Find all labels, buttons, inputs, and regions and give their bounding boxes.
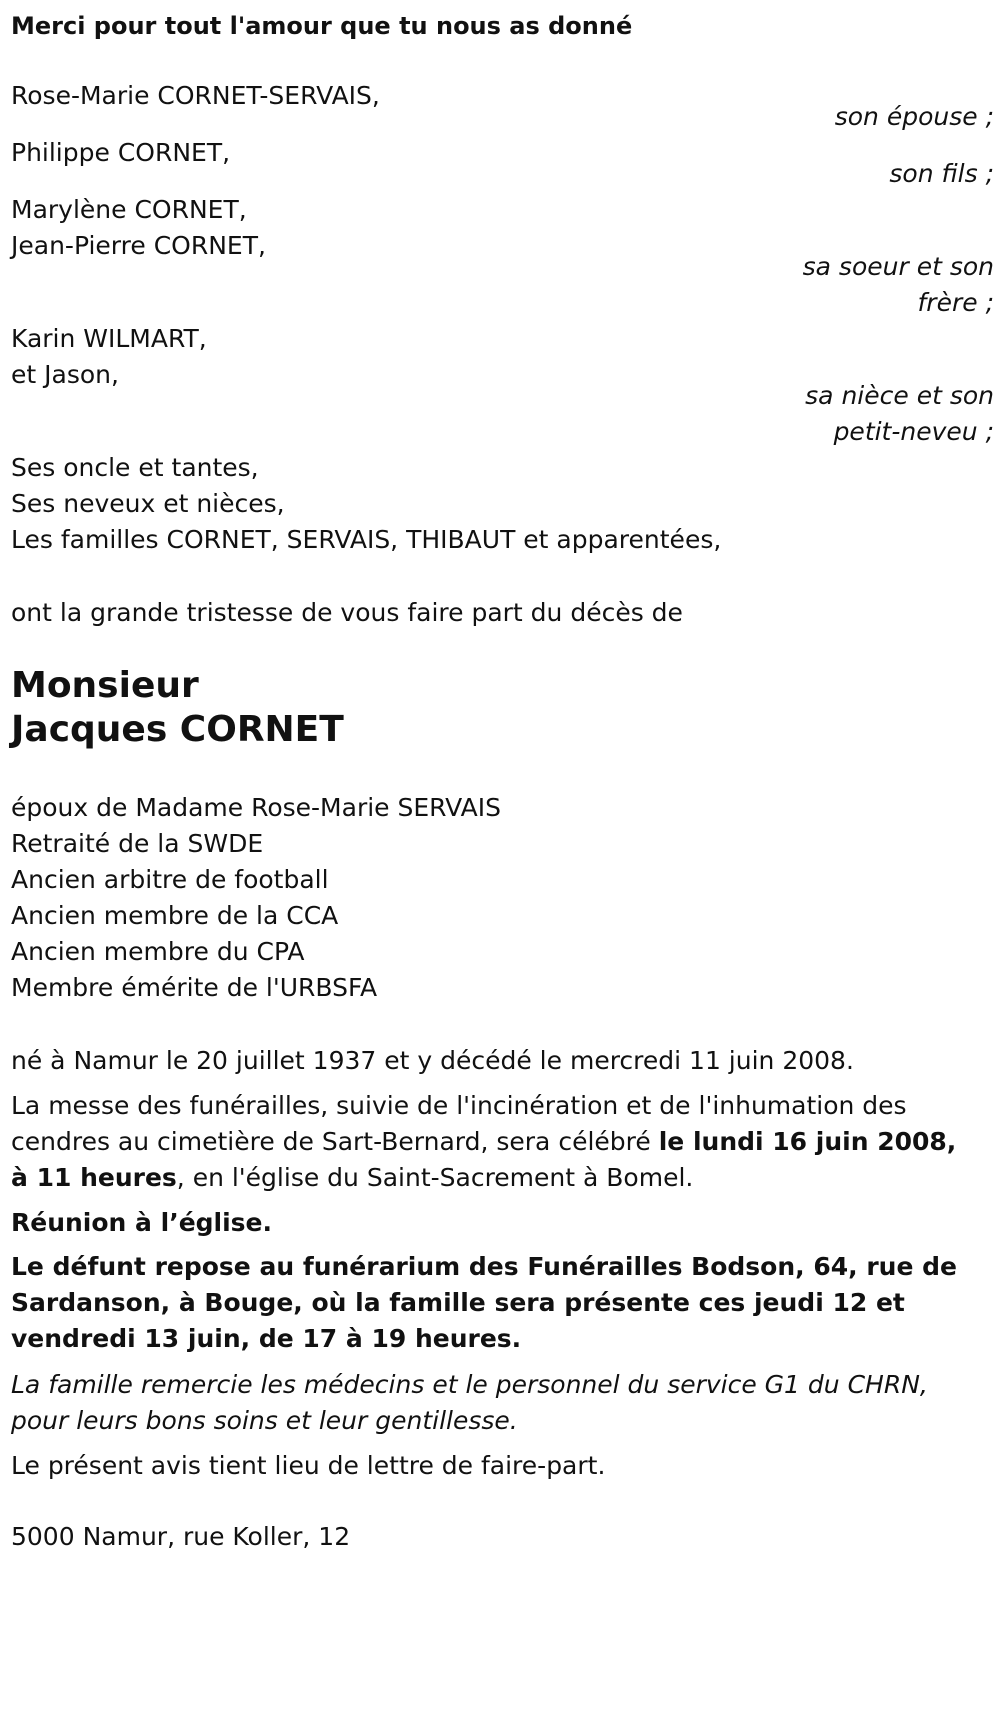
deceased-detail: Retraité de la SWDE — [11, 829, 264, 858]
family-line: Ses oncle et tantes, — [11, 453, 259, 482]
repose-line: Le défunt repose au funérarium des Funérailles Bodson, 64, rue de — [11, 1252, 957, 1281]
funeral-text: cendres au cimetière de Sart-Bernard, sera célébré — [11, 1127, 659, 1156]
funeral-line-1: La messe des funérailles, suivie de l'incinération et de l'inhumation des — [11, 1091, 907, 1120]
thanks-line: La famille remercie les médecins et le personnel du service G1 du CHRN, — [11, 1370, 928, 1399]
nephew-name: et Jason, — [11, 360, 119, 389]
siblings-role-line1: sa soeur et son — [802, 252, 994, 281]
deceased-detail: époux de Madame Rose-Marie SERVAIS — [11, 793, 502, 822]
niece-role-line2: petit-neveu ; — [833, 417, 994, 446]
deceased-name: Jacques CORNET — [11, 709, 344, 750]
family-line: Les familles CORNET, SERVAIS, THIBAUT et apparentées, — [11, 525, 722, 554]
notice-line: Le présent avis tient lieu de lettre de faire-part. — [11, 1451, 606, 1480]
deceased-detail: Ancien membre de la CCA — [11, 901, 339, 930]
son-role: son fils ; — [889, 159, 994, 188]
siblings-role-line2: frère ; — [917, 288, 994, 317]
niece-role-line1: sa nièce et son — [805, 381, 994, 410]
brother-name: Jean-Pierre CORNET, — [11, 231, 266, 260]
repose-line: vendredi 13 juin, de 17 à 19 heures. — [11, 1324, 522, 1353]
funeral-line-3 — [11, 1160, 693, 1196]
son-name: Philippe CORNET, — [11, 138, 231, 167]
thanks-line: pour leurs bons soins et leur gentillesse. — [11, 1406, 518, 1435]
repose-line: Sardanson, à Bouge, où la famille sera présente ces jeudi 12 et — [11, 1288, 905, 1317]
birth-death-line: né à Namur le 20 juillet 1937 et y décédé le mercredi 11 juin 2008. — [11, 1046, 854, 1075]
deceased-detail: Ancien membre du CPA — [11, 937, 305, 966]
funeral-line-2 — [11, 1124, 956, 1160]
announcement: ont la grande tristesse de vous faire part du décès de — [11, 598, 683, 627]
reunion-note: Réunion à l’église. — [11, 1208, 273, 1237]
funeral-time: à 11 heures — [11, 1163, 177, 1192]
niece-name: Karin WILMART, — [11, 324, 207, 353]
sister-name: Marylène CORNET, — [11, 195, 247, 224]
funeral-date: le lundi 16 juin 2008, — [658, 1127, 957, 1156]
deceased-honorific: Monsieur — [11, 665, 199, 706]
page-title: Merci pour tout l'amour que tu nous as donné — [11, 12, 633, 40]
family-line: Ses neveux et nièces, — [11, 489, 285, 518]
funeral-place: , en l'église du Saint-Sacrement à Bomel. — [176, 1163, 694, 1192]
spouse-name: Rose-Marie CORNET-SERVAIS, — [11, 81, 380, 110]
deceased-detail: Ancien arbitre de football — [11, 865, 329, 894]
spouse-role: son épouse ; — [834, 102, 994, 131]
address-line: 5000 Namur, rue Koller, 12 — [11, 1522, 351, 1551]
deceased-detail: Membre émérite de l'URBSFA — [11, 973, 378, 1002]
